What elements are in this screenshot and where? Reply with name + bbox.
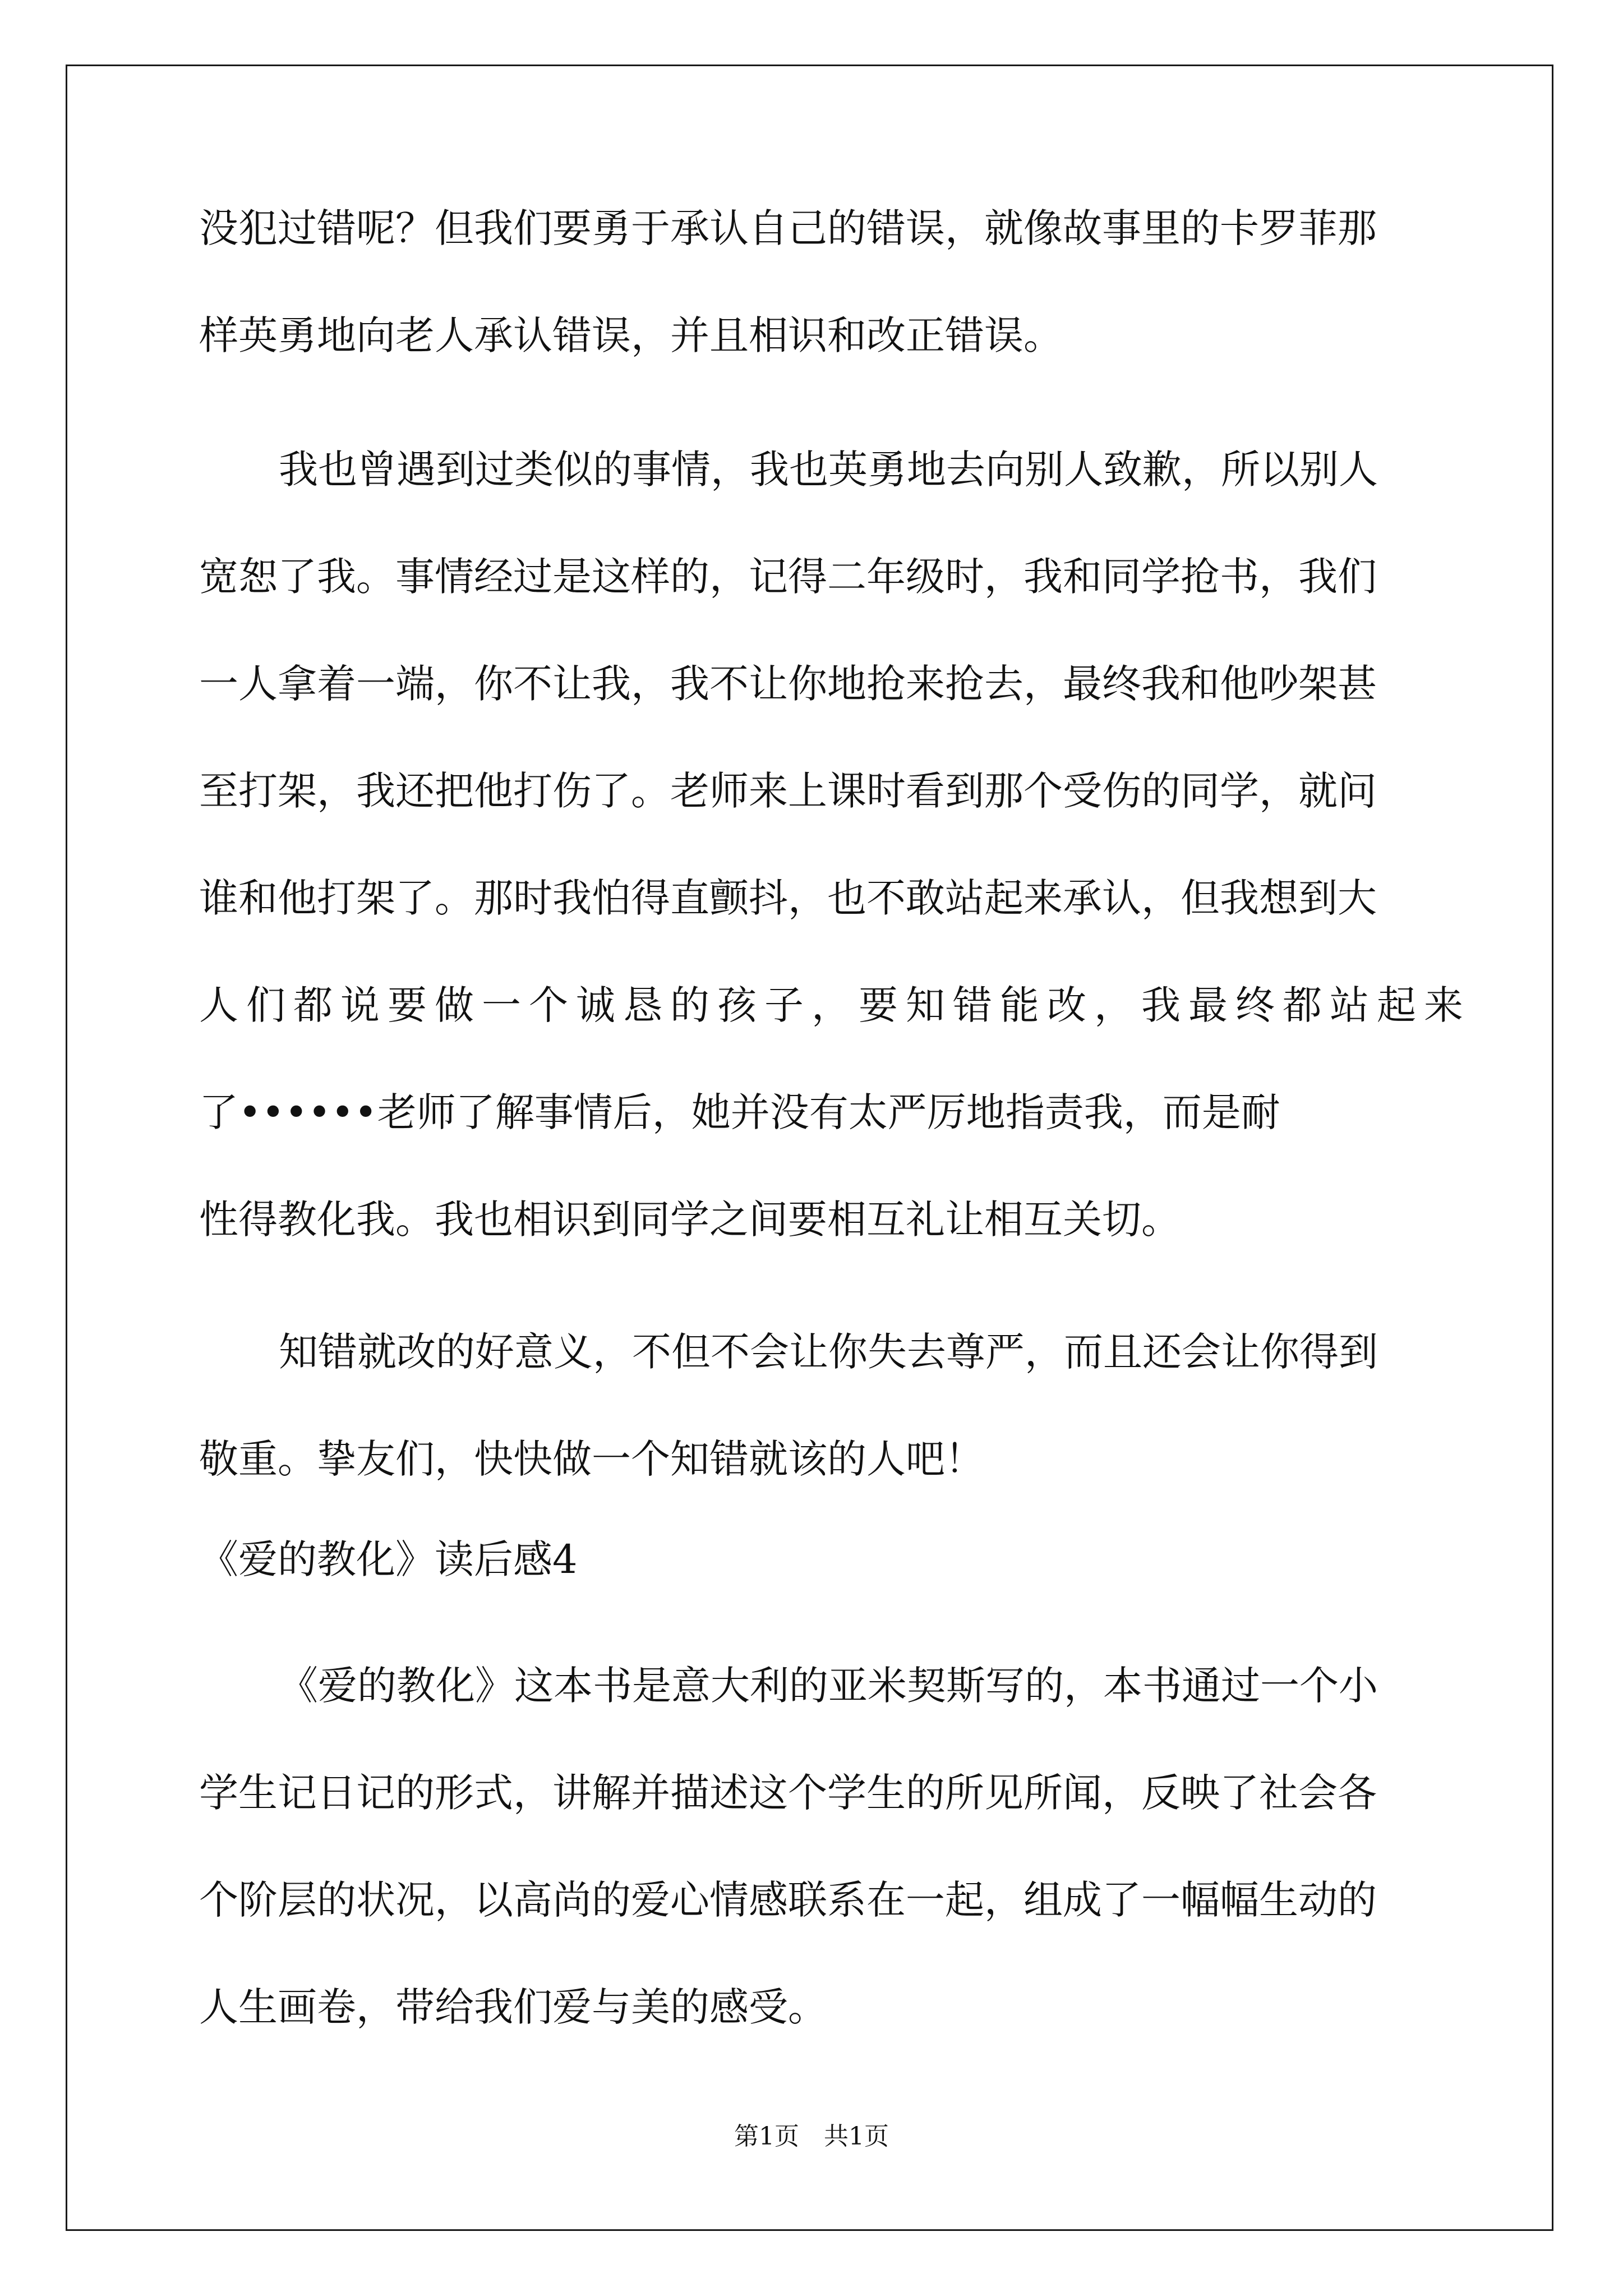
text-line: 性得教化我。我也相识到同学之间要相互礼让相互关切。: [199, 1197, 1181, 1243]
text-line: 至打架，我还把他打伤了。老师来上课时看到那个受伤的同学，就问: [199, 768, 1377, 814]
text-line: 了••••••老师了解事情后，她并没有太严厉地指责我，而是耐: [199, 1089, 1280, 1135]
text-line: 宽恕了我。事情经过是这样的，记得二年级时，我和同学抢书，我们: [199, 554, 1377, 600]
text-line: 个阶层的状况，以高尚的爱心情感联系在一起，组成了一幅幅生动的: [199, 1877, 1377, 1923]
text-line: 人们都说要做一个诚恳的孩子，要知错能改，我最终都站起来: [199, 982, 1471, 1028]
paragraph-first-line: 我也曾遇到过类似的事情，我也英勇地去向别人致歉，所以别人: [279, 447, 1378, 493]
text-line: 谁和他打架了。那时我怕得直颤抖，也不敢站起来承认，但我想到大: [199, 875, 1377, 921]
text-line: 一人拿着一端，你不让我，我不让你地抢来抢去，最终我和他吵架甚: [199, 661, 1377, 707]
text-line: 没犯过错呢？但我们要勇于承认自己的错误，就像故事里的卡罗菲那: [199, 205, 1377, 251]
text-line: 学生记日记的形式，讲解并描述这个学生的所见所闻，反映了社会各: [199, 1770, 1377, 1816]
text-line: 人生画卷，带给我们爱与美的感受。: [199, 1984, 827, 2030]
text-line: 样英勇地向老人承认错误，并且相识和改正错误。: [199, 312, 1063, 358]
paragraph-first-line: 知错就改的好意义，不但不会让你失去尊严，而且还会让你得到: [279, 1329, 1378, 1375]
section-heading: 《爱的教化》读后感4: [199, 1536, 578, 1582]
paragraph-first-line: 《爱的教化》这本书是意大利的亚米契斯写的，本书通过一个小: [279, 1663, 1378, 1709]
text-line: 敬重。挚友们，快快做一个知错就该的人吧！: [199, 1436, 984, 1482]
page-footer: 第1页 共1页: [734, 2122, 889, 2151]
